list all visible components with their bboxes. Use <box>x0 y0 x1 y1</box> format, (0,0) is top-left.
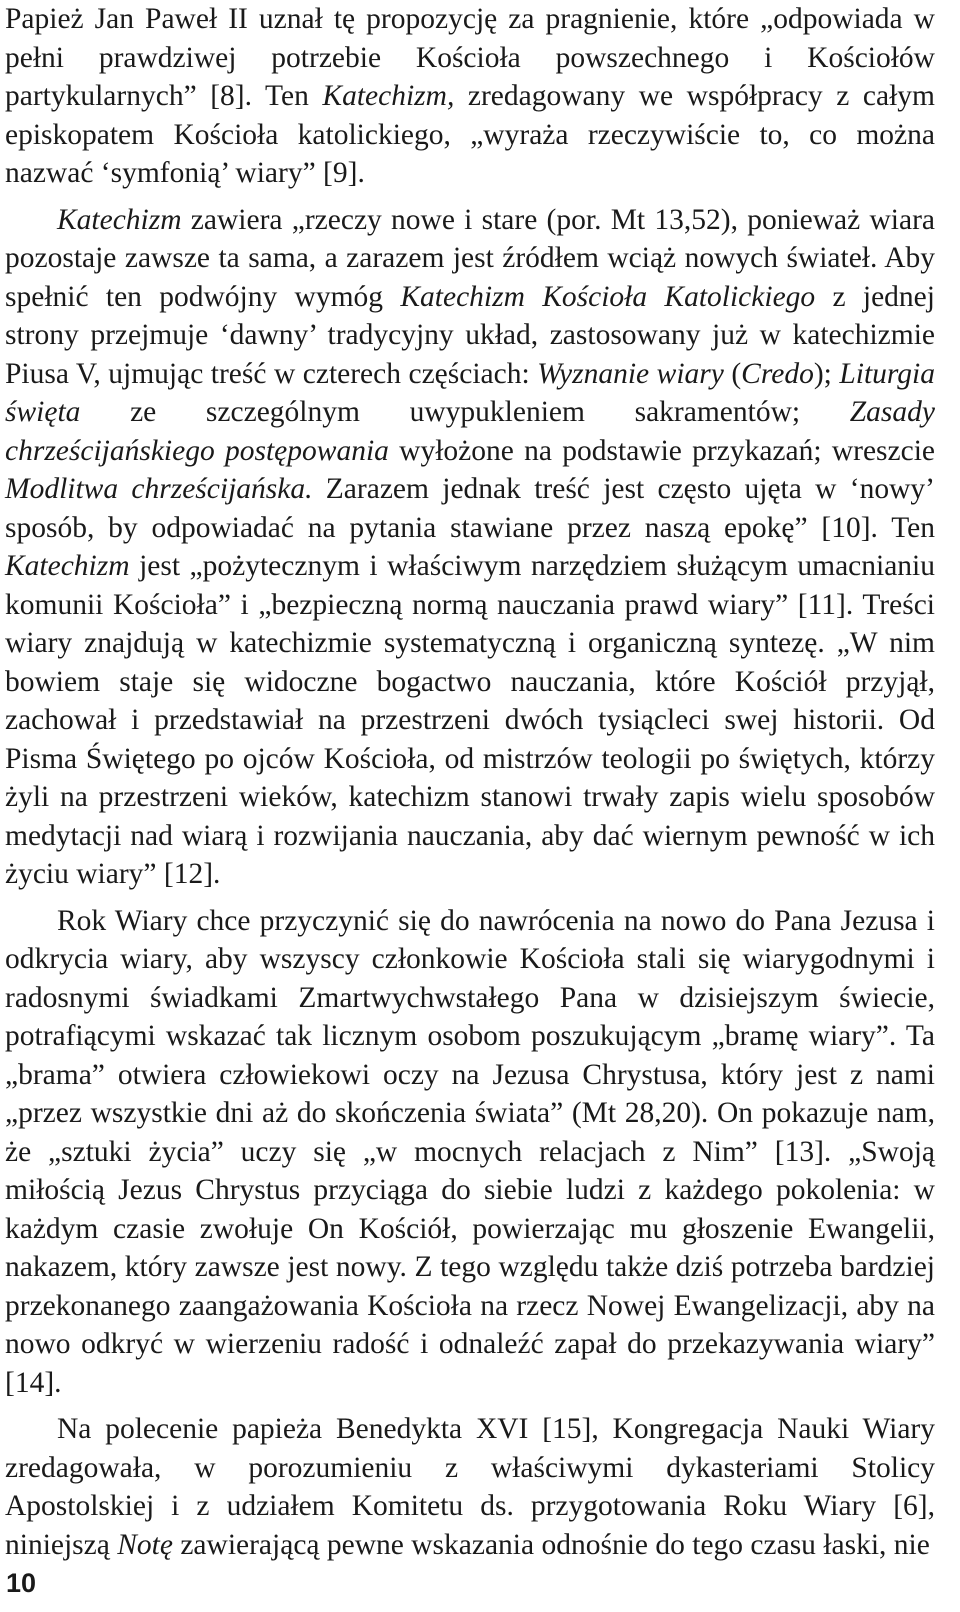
italic-text-segment: Katechizm Kościoła Katolickiego <box>400 280 816 313</box>
italic-text-segment: Zasady chrześcijańskiego postępowania <box>5 396 935 467</box>
italic-text-segment: Liturgia święta <box>5 357 935 428</box>
italic-text-segment: Katechizm <box>57 203 182 236</box>
italic-text-segment: Katechizm, <box>322 80 455 112</box>
italic-text-segment: Modlitwa chrześcijańska. <box>5 473 313 505</box>
text-segment: wyłożone na podstawie przykazań; wreszcie <box>388 434 936 467</box>
text-segment: ( <box>723 357 742 390</box>
text-segment: ze szczególnym uwypukleniem sakramentów; <box>80 396 850 428</box>
paragraph-4 <box>5 1410 935 1564</box>
text-segment: Zarazem jednak treść jest często ujęta w ‘nowy’ sposób, by odpowiadać na pytania stawiane przez naszą epokę” [10]. Ten <box>5 473 935 544</box>
text-segment: ); <box>813 357 840 390</box>
italic-text-segment: Wyznanie wiary <box>537 357 724 390</box>
paragraph-2 <box>5 201 935 894</box>
italic-text-segment: Notę <box>117 1528 173 1561</box>
text-segment: zawiera „rzeczy nowe i stare (por. Mt 13,52), ponieważ wiara pozostaje zawsze ta sama, a zarazem jest źródłem wciąż nowych świateł. Aby spełnić ten podwójny wymóg <box>5 203 935 313</box>
page-number: 10 <box>6 1568 37 1598</box>
italic-text-segment: Credo <box>741 357 814 390</box>
text-segment: Rok Wiary chce przyczynić się do nawrócenia na nowo do Pana Jezusa i odkrycia wiary, aby wszyscy członkowie Kościoła stali się wiarygodnymi i radosnymi świadkami Zmartwychwstałego Pana w dzisiejszym świecie, potrafiącymi wskazać tak licznym osobom poszukującym „bramę wiary”. Ta „brama” otwiera człowiekowi oczy na Jezusa Chrystusa, który jest z nami „przez wszystkie dni aż do skończenia świata” (Mt 28,20). On pokazuje nam, że „sztuki życia” uczy się „w mocnych relacjach z Nim” [13]. „Swoją miłością Jezus Chrystus przyciąga do siebie ludzi z każdego pokolenia: w każdym czasie zwołuje On Kościół, powierzając mu głoszenie Ewangelii, nakazem, który zawsze jest nowy. Z tego względu także dziś potrzeba bardziej przekonanego zaangażowania Kościoła na rzecz Nowej Ewangelizacji, aby na nowo odkryć w wierzeniu radość i odnaleźć zapał do przekazywania wiary” [14]. <box>5 904 935 1399</box>
paragraph-1 <box>5 0 935 193</box>
page-body <box>5 0 935 1572</box>
italic-text-segment: Katechizm <box>5 550 130 582</box>
text-segment: zawierającą pewne wskazania odnośnie do tego czasu łaski, nie <box>172 1528 930 1561</box>
text-segment: Papież Jan Paweł II uznał tę propozycję za pragnienie, które „odpowiada w pełni prawdziwej potrzebie Kościoła powszechnego i Kościołów partykularnych” [8]. Ten <box>5 3 935 112</box>
paragraph-3 <box>5 902 935 1403</box>
text-segment: jest „pożytecznym i właściwym narzędziem służącym umacnianiu komunii Kościoła” i „bezpieczną normą nauczania prawd wiary” [11]. Treści wiary znajdują w katechizmie systematyczną i organiczną syntezę. „W nim bowiem staje się widoczne bogactwo nauczania, które Kościół przyjął, zachował i przedstawiał na przestrzeni dwóch tysiącleci swej historii. Od Pisma Świętego po ojców Kościoła, od mistrzów teologii po świętych, którzy żyli na przestrzeni wieków, katechizm stanowi trwały zapis wielu sposobów medytacji nad wiarą i rozwijania nauczania, aby dać wiernym pewność w ich życiu wiary” [12]. <box>5 550 935 890</box>
text-segment: zredagowany we współpracy z całym episkopatem Kościoła katolickiego, „wyraża rzeczywiście to, co można nazwać ‘symfonią’ wiary” [9]. <box>5 80 935 189</box>
text-segment: Na polecenie papieża Benedykta XVI [15], Kongregacja Nauki Wiary zredagowała, w porozumieniu z właściwymi dykasteriami Stolicy Apostolskiej i z udziałem Komitetu ds. przygotowania Roku Wiary [6], niniejszą <box>5 1413 935 1561</box>
text-segment: z jednej strony przejmuje ‘dawny’ tradycyjny układ, zastosowany już w katechizmie Piusa V, ujmując treść w czterech częściach: <box>5 280 935 390</box>
